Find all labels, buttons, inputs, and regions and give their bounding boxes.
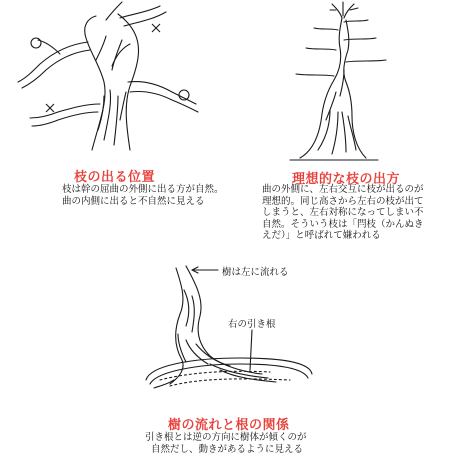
branch-position-caption: [62, 184, 224, 207]
trunk-outline: [170, 268, 183, 384]
trunk-flow-caption: [145, 432, 307, 455]
trunk-flow-label: 樹は左に流れる: [222, 267, 289, 278]
ideal-branching-title: 理想的な枝の出方: [292, 172, 401, 187]
caption-line: 枝は幹の屈曲の外側に出る方が自然。: [62, 184, 224, 195]
caption-line: 自然だし、動きがあるように見える: [151, 443, 304, 455]
pot-rim: [146, 358, 312, 380]
caption-line: 自然。そういう枝は「閂枝（かんぬき: [262, 218, 424, 230]
caption-line: 引き根とは逆の方向に樹体が傾くのが: [145, 432, 307, 443]
caption-line: しまうと、左右対称になってしまい不: [262, 207, 424, 218]
caption-line: えだ）」と呼ばれて嫌われる: [262, 230, 381, 241]
right-root-label: 右の引き根: [228, 319, 276, 330]
caption-line: 理想的。同じ高さから左右の枝が出て: [262, 195, 424, 207]
trunk-flow-title: 樹の流れと根の関係: [168, 418, 290, 433]
caption-line: 曲の内側に出ると不自然に見える: [62, 195, 205, 207]
caption-line: 曲の外側に、左右交互に枝が出るのが: [262, 184, 424, 195]
ideal-branching-caption: [262, 184, 424, 242]
branch-position-title: 枝の出る位置: [74, 170, 156, 185]
